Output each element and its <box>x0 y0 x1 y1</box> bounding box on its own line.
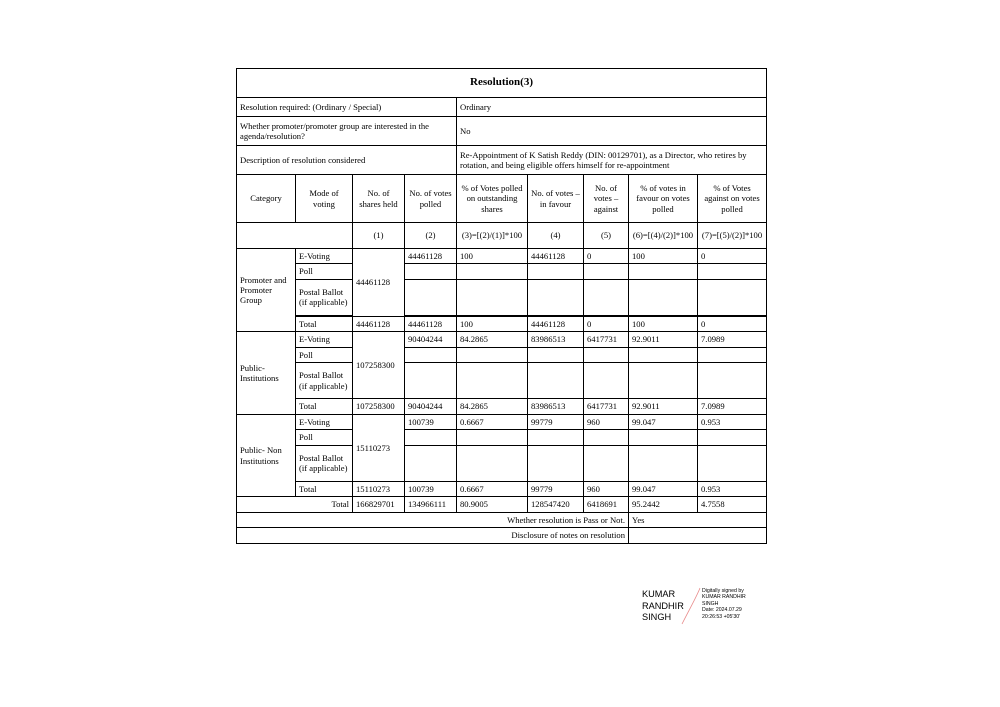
grand-total-row <box>237 497 767 512</box>
shares-held-promoter: 44461128 <box>353 249 405 317</box>
mode-postal-ballot: Postal Ballot (if applicable) <box>296 279 353 315</box>
header-pct-polled: % of Votes polled on outstanding shares <box>457 175 528 223</box>
mode-poll: Poll <box>296 347 353 362</box>
total-pct-against: 0 <box>698 316 767 331</box>
table-row <box>237 264 767 279</box>
pct-favour: 92.9011 <box>629 332 698 347</box>
resolution-title: Resolution(3) <box>237 69 767 98</box>
resolution-required-label: Resolution required: (Ordinary / Special) <box>237 98 457 117</box>
total-votes-polled: 44461128 <box>405 316 457 331</box>
pct-against: 0.953 <box>698 414 767 429</box>
total-pct-against: 0.953 <box>698 481 767 496</box>
table-row <box>237 414 767 429</box>
formula-4: (4) <box>528 223 584 249</box>
votes-polled: 100739 <box>405 414 457 429</box>
header-pct-against: % of Votes against on votes polled <box>698 175 767 223</box>
mode-evoting: E-Voting <box>296 249 353 264</box>
pct-polled: 84.2865 <box>457 332 528 347</box>
total-votes-favour: 83986513 <box>528 399 584 414</box>
resolution-table <box>236 68 767 544</box>
pct-polled: 0.6667 <box>457 414 528 429</box>
total-pct-favour: 100 <box>629 316 698 331</box>
total-pct-polled: 84.2865 <box>457 399 528 414</box>
total-pct-favour: 99.047 <box>629 481 698 496</box>
mode-total: Total <box>296 399 353 414</box>
table-row <box>237 430 767 445</box>
category-public-institutions: Public- Institutions <box>237 332 296 414</box>
mode-total: Total <box>296 316 353 331</box>
signature-details: Digitally signed by KUMAR RANDHIR SINGH Date: 2024.07.29 20:26:53 +05'30' <box>702 588 746 620</box>
grand-total-pct-against: 4.7558 <box>698 497 767 512</box>
signer-name: KUMAR RANDHIR SINGH <box>642 589 684 622</box>
header-mode-of-voting: Mode of voting <box>296 175 353 223</box>
grand-total-votes-favour: 128547420 <box>528 497 584 512</box>
total-votes-polled: 90404244 <box>405 399 457 414</box>
pct-against: 7.0989 <box>698 332 767 347</box>
category-public-non-institutions: Public- Non Institutions <box>237 414 296 496</box>
mode-poll: Poll <box>296 430 353 445</box>
total-votes-against: 960 <box>584 481 629 496</box>
description-label: Description of resolution considered <box>237 146 457 175</box>
pass-value: Yes <box>629 512 767 527</box>
total-pct-polled: 100 <box>457 316 528 331</box>
formula-1: (1) <box>353 223 405 249</box>
votes-polled: 90404244 <box>405 332 457 347</box>
table-row <box>237 445 767 481</box>
notes-label: Disclosure of notes on resolution <box>237 528 629 543</box>
table-row <box>237 363 767 399</box>
table-row-total <box>237 316 767 331</box>
table-row-total <box>237 481 767 496</box>
signature-stroke-icon <box>678 586 704 626</box>
grand-total-votes-against: 6418691 <box>584 497 629 512</box>
header-votes-favour: No. of votes – in favour <box>528 175 584 223</box>
total-votes-polled: 100739 <box>405 481 457 496</box>
mode-postal-ballot: Postal Ballot (if applicable) <box>296 363 353 399</box>
votes-against: 6417731 <box>584 332 629 347</box>
grand-total-shares-held: 166829701 <box>353 497 405 512</box>
mode-postal-ballot: Postal Ballot (if applicable) <box>296 445 353 481</box>
shares-held-public-non-institutions: 15110273 <box>353 414 405 481</box>
formula-blank <box>237 223 353 249</box>
mode-total: Total <box>296 481 353 496</box>
grand-total-pct-polled: 80.9005 <box>457 497 528 512</box>
total-pct-favour: 92.9011 <box>629 399 698 414</box>
total-shares-held: 107258300 <box>353 399 405 414</box>
votes-favour: 44461128 <box>528 249 584 264</box>
resolution-required-value: Ordinary <box>457 98 767 117</box>
votes-against: 0 <box>584 249 629 264</box>
formula-row <box>237 223 767 249</box>
votes-favour: 99779 <box>528 414 584 429</box>
mode-poll: Poll <box>296 264 353 279</box>
formula-2: (2) <box>405 223 457 249</box>
grand-total-pct-favour: 95.2442 <box>629 497 698 512</box>
votes-favour: 83986513 <box>528 332 584 347</box>
total-shares-held: 44461128 <box>353 316 405 331</box>
shares-held-public-institutions: 107258300 <box>353 332 405 399</box>
promoter-interest-value: No <box>457 117 767 146</box>
header-shares-held: No. of shares held <box>353 175 405 223</box>
votes-against: 960 <box>584 414 629 429</box>
total-pct-polled: 0.6667 <box>457 481 528 496</box>
notes-row <box>237 528 767 543</box>
total-votes-against: 0 <box>584 316 629 331</box>
total-votes-favour: 44461128 <box>528 316 584 331</box>
total-votes-favour: 99779 <box>528 481 584 496</box>
header-votes-against: No. of votes – against <box>584 175 629 223</box>
header-votes-polled: No. of votes polled <box>405 175 457 223</box>
mode-evoting: E-Voting <box>296 332 353 347</box>
pass-label: Whether resolution is Pass or Not. <box>237 512 629 527</box>
table-row <box>237 332 767 347</box>
pct-favour: 100 <box>629 249 698 264</box>
pct-favour: 99.047 <box>629 414 698 429</box>
votes-polled: 44461128 <box>405 249 457 264</box>
table-row-total <box>237 399 767 414</box>
grand-total-votes-polled: 134966111 <box>405 497 457 512</box>
description-value: Re-Appointment of K Satish Reddy (DIN: 00129701), as a Director, who retires by rotation, and being eligible offers himself for re-appointment <box>457 146 767 175</box>
header-pct-favour: % of votes in favour on votes polled <box>629 175 698 223</box>
formula-5: (5) <box>584 223 629 249</box>
column-header-row <box>237 175 767 223</box>
resolution-document <box>236 68 766 544</box>
total-pct-against: 7.0989 <box>698 399 767 414</box>
digital-signature <box>640 586 770 626</box>
table-row <box>237 347 767 362</box>
pct-against: 0 <box>698 249 767 264</box>
table-row <box>237 279 767 315</box>
mode-evoting: E-Voting <box>296 414 353 429</box>
formula-6: (6)=[(4)/(2)]*100 <box>629 223 698 249</box>
header-category: Category <box>237 175 296 223</box>
pass-row <box>237 512 767 527</box>
grand-total-label: Total <box>237 497 353 512</box>
promoter-interest-label: Whether promoter/promoter group are interested in the agenda/resolution? <box>237 117 457 146</box>
total-shares-held: 15110273 <box>353 481 405 496</box>
notes-value <box>629 528 767 543</box>
category-promoter: Promoter and Promoter Group <box>237 249 296 332</box>
pct-polled: 100 <box>457 249 528 264</box>
formula-3: (3)=[(2)/(1)]*100 <box>457 223 528 249</box>
formula-7: (7)=[(5)/(2)]*100 <box>698 223 767 249</box>
total-votes-against: 6417731 <box>584 399 629 414</box>
table-row <box>237 249 767 264</box>
